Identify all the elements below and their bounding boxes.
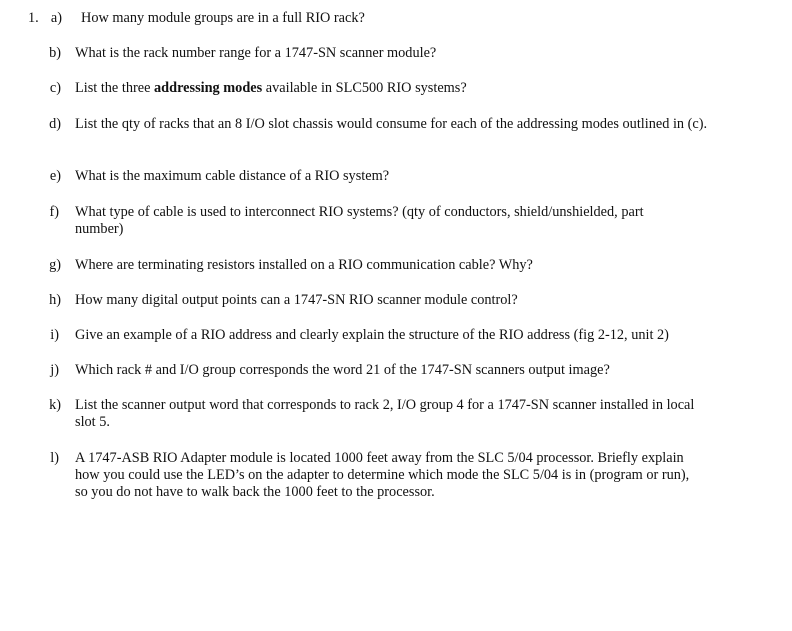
item-text	[75, 80, 715, 97]
item-text: Where are terminating resistors installed on a RIO communication cable? Why?	[75, 257, 533, 273]
item-letter: f)	[49, 204, 59, 220]
item-letter: d)	[49, 116, 61, 132]
item-letter: j)	[50, 362, 59, 378]
item-letter: h)	[49, 292, 61, 308]
question-number: 1.	[28, 10, 39, 26]
item-text: List the scanner output word that corresponds to rack 2, I/O group 4 for a 1747-SN scanner installed in local slot 5.	[75, 397, 695, 430]
item-letter: b)	[49, 45, 61, 61]
item-text: What is the maximum cable distance of a RIO system?	[75, 168, 390, 184]
item-text: How many digital output points can a 1747-SN RIO scanner module control?	[75, 292, 518, 308]
item-letter: e)	[49, 168, 61, 184]
item-letter: a)	[50, 10, 62, 26]
item-text-before: List the three	[75, 80, 155, 96]
item-letter: i)	[50, 327, 59, 343]
item-letter: k)	[49, 397, 61, 413]
item-text: What is the rack number range for a 1747-SN scanner module?	[75, 45, 437, 61]
item-text: List the qty of racks that an 8 I/O slot chassis would consume for each of the addressing modes outlined in (c).	[75, 116, 708, 132]
item-text: A 1747-ASB RIO Adapter module is located 1000 feet away from the SLC 5/04 processor. Briefly explain how you could use the LED’s on the adapter to determine which mode the SLC 5/04 is in (program or run), so you do not have to walk back the 1000 feet to the processor.	[75, 450, 690, 500]
item-letter: g)	[49, 257, 61, 273]
item-letter: c)	[49, 80, 61, 96]
item-text-bold: addressing modes	[154, 80, 263, 96]
item-letter: l)	[50, 450, 59, 466]
item-text-after: available in SLC500 RIO systems?	[262, 80, 467, 96]
item-text: What type of cable is used to interconnect RIO systems? (qty of conductors, shield/unshielded, part number)	[75, 204, 644, 237]
item-text: Which rack # and I/O group corresponds the word 21 of the 1747-SN scanners output image?	[75, 362, 610, 378]
item-text: Give an example of a RIO address and clearly explain the structure of the RIO address (fig 2-12, unit 2)	[75, 327, 669, 343]
item-text: How many module groups are in a full RIO rack?	[81, 10, 365, 26]
